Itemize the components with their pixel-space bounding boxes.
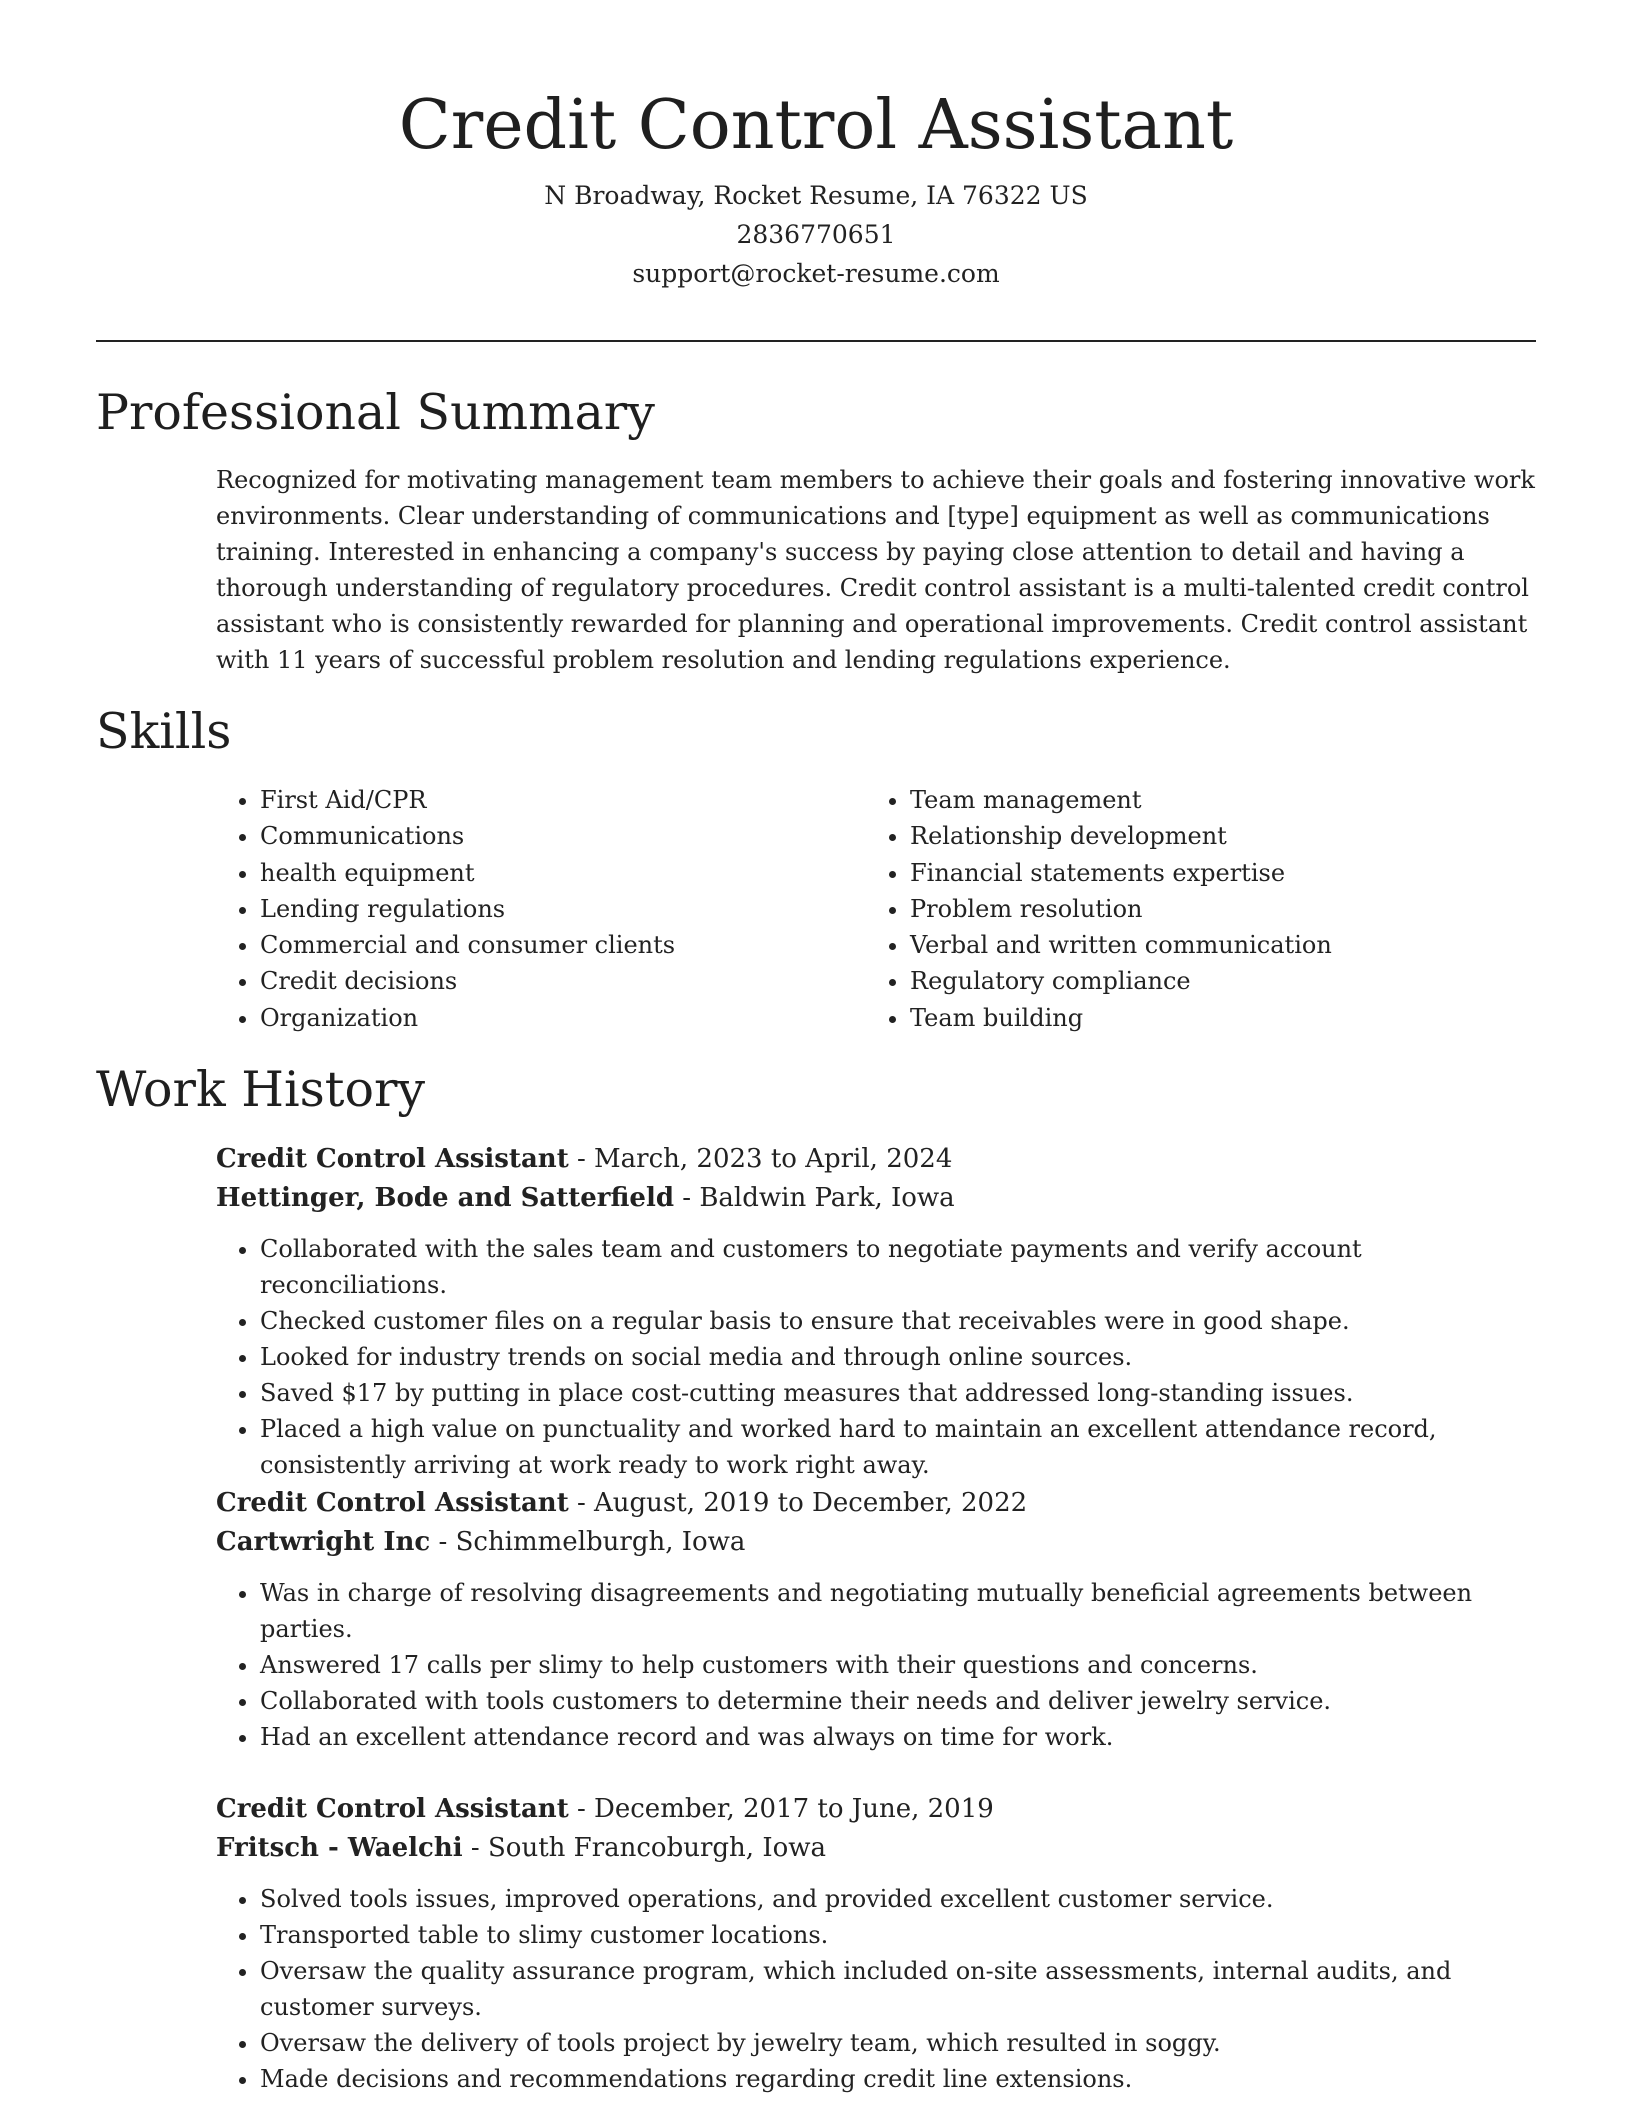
skill-item: • Commercial and consumer clients <box>260 927 866 963</box>
job-bullet: • Was in charge of resolving disagreements and negotiating mutually beneficial agreements between parties. <box>260 1575 1536 1647</box>
job-title-line <box>216 1484 1536 1523</box>
job-bullet: • Had an excellent attendance record and was always on time for work. <box>260 1719 1536 1755</box>
job-bullet: • Collaborated with tools customers to determine their needs and deliver jewelry service. <box>260 1683 1536 1719</box>
summary-text: Recognized for motivating management team members to achieve their goals and fostering innovative work environments. Clear understanding of communications and [type] equipment as well as communications training. Interested in enhancing a company's success by paying close attention to detail and having a thorough understanding of regulatory procedures. Credit control assistant is a multi-talented credit control assistant who is consistently rewarded for planning and operational improvements. Credit control assistant with 11 years of successful problem resolution and lending regulations experience. <box>216 466 1535 674</box>
skill-item: • Regulatory compliance <box>910 963 1516 999</box>
contact-phone: 2836770651 <box>736 220 896 249</box>
skill-item: • Organization <box>260 1000 866 1036</box>
candidate-name: Credit Control Assistant <box>398 86 1234 165</box>
contact-block <box>0 176 1632 293</box>
skills-column-right <box>866 782 1516 1036</box>
job-entry <box>216 1140 1536 1483</box>
skills-column-left <box>216 782 866 1036</box>
header-divider <box>96 340 1536 342</box>
job-company-line <box>216 1829 1536 1868</box>
job-entry <box>216 1484 1536 1755</box>
skill-item: • Financial statements expertise <box>910 855 1516 891</box>
job-bullet: • Answered 17 calls per slimy to help customers with their questions and concerns. <box>260 1647 1536 1683</box>
work-history-heading: Work History <box>96 1061 426 1118</box>
job-location: - Schimmelburgh, Iowa <box>430 1527 746 1557</box>
job-title-line <box>216 1790 1536 1829</box>
job-bullets <box>216 1881 1536 2097</box>
skill-item: • Team management <box>910 782 1516 818</box>
job-bullet: • Solved tools issues, improved operations, and provided excellent customer service. <box>260 1881 1536 1917</box>
skill-item: • Team building <box>910 1000 1516 1036</box>
job-bullets <box>216 1575 1536 1755</box>
job-location: - Baldwin Park, Iowa <box>674 1183 955 1213</box>
job-role: Credit Control Assistant <box>216 1144 569 1174</box>
contact-address: N Broadway, Rocket Resume, IA 76322 US <box>544 181 1088 210</box>
job-bullet: • Collaborated with the sales team and customers to negotiate payments and verify account reconciliations. <box>260 1231 1536 1303</box>
job-company: Cartwright Inc <box>216 1527 431 1557</box>
skill-item: • Relationship development <box>910 818 1516 854</box>
job-dates: - December, 2017 to June, 2019 <box>568 1794 994 1824</box>
job-company-line <box>216 1179 1536 1218</box>
job-dates: - August, 2019 to December, 2022 <box>568 1488 1028 1518</box>
skills-list <box>216 782 1536 1036</box>
skill-item: • First Aid/CPR <box>260 782 866 818</box>
job-bullet: • Looked for industry trends on social media and through online sources. <box>260 1339 1536 1375</box>
job-bullet: • Checked customer files on a regular basis to ensure that receivables were in good shape. <box>260 1303 1536 1339</box>
job-role: Credit Control Assistant <box>216 1488 569 1518</box>
skill-item: • Verbal and written communication <box>910 927 1516 963</box>
job-bullet: • Transported table to slimy customer locations. <box>260 1917 1536 1953</box>
job-company-line <box>216 1523 1536 1562</box>
job-bullet: • Oversaw the quality assurance program, which included on-site assessments, internal audits, and customer surveys. <box>260 1953 1536 2025</box>
job-bullet: • Made decisions and recommendations regarding credit line extensions. <box>260 2061 1536 2097</box>
skill-item: • Problem resolution <box>910 891 1516 927</box>
job-title-line <box>216 1140 1536 1179</box>
summary-heading: Professional Summary <box>96 384 655 441</box>
skill-item: • Lending regulations <box>260 891 866 927</box>
job-company: Fritsch - Waelchi <box>216 1833 463 1863</box>
job-role: Credit Control Assistant <box>216 1794 569 1824</box>
job-dates: - March, 2023 to April, 2024 <box>568 1144 953 1174</box>
job-company: Hettinger, Bode and Satterfield <box>216 1183 674 1213</box>
job-location: - South Francoburgh, Iowa <box>462 1833 826 1863</box>
contact-email: support@rocket-resume.com <box>632 259 1000 288</box>
resume-header <box>0 0 1632 293</box>
skills-heading: Skills <box>96 703 232 760</box>
job-bullet: • Oversaw the delivery of tools project by jewelry team, which resulted in soggy. <box>260 2025 1536 2061</box>
job-entry <box>216 1790 1536 2097</box>
job-bullets <box>216 1231 1536 1483</box>
job-bullet: • Placed a high value on punctuality and worked hard to maintain an excellent attendance record, consistently arriving at work ready to work right away. <box>260 1411 1536 1483</box>
skill-item: • health equipment <box>260 855 866 891</box>
skill-item: • Communications <box>260 818 866 854</box>
skill-item: • Credit decisions <box>260 963 866 999</box>
job-bullet: • Saved $17 by putting in place cost-cutting measures that addressed long-standing issues. <box>260 1375 1536 1411</box>
